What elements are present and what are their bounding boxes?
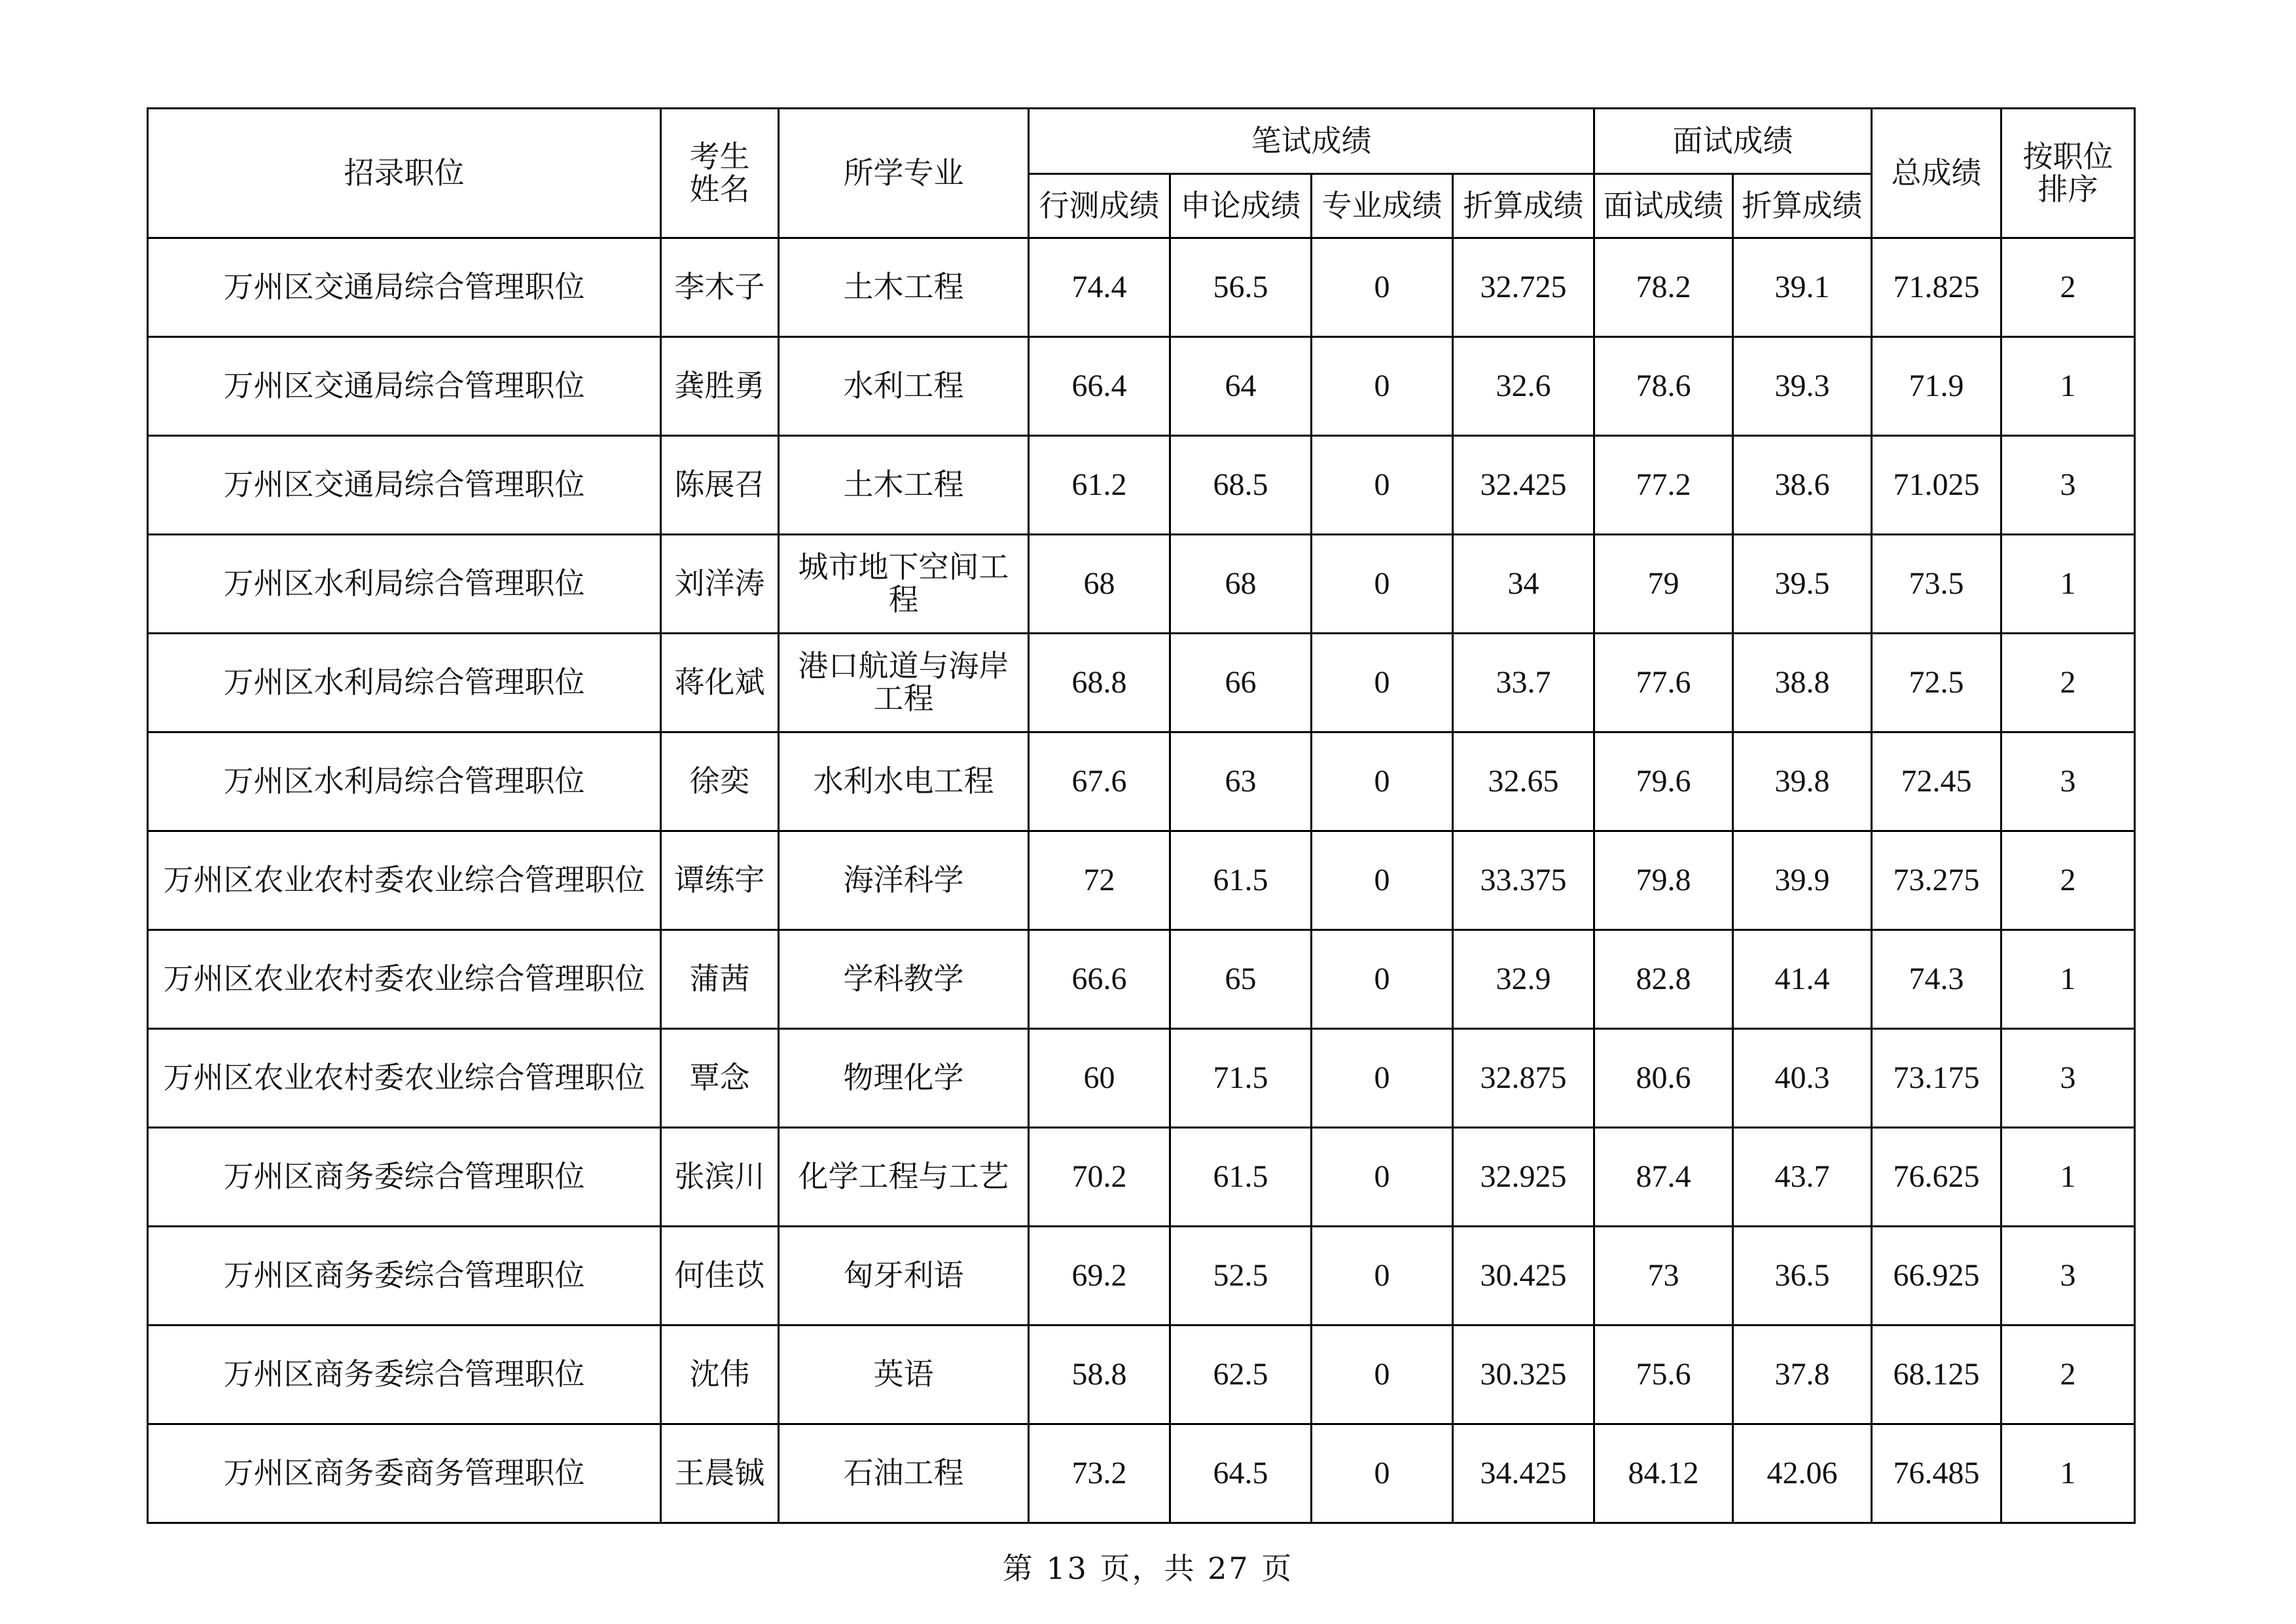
cell-major: 土木工程: [779, 238, 1029, 337]
table-row: [148, 930, 2135, 1029]
cell-shenlun: 62.5: [1170, 1326, 1312, 1424]
cell-zhuanye: 0: [1312, 1326, 1453, 1424]
cell-zhuanye: 0: [1312, 1029, 1453, 1128]
cell-interview-conv: 39.8: [1733, 732, 1872, 831]
cell-major: 城市地下空间工程: [779, 535, 1029, 634]
cell-xingce: 61.2: [1029, 436, 1170, 535]
page-number: 第 13 页，共 27 页: [1002, 1551, 1294, 1586]
cell-major: 匈牙利语: [779, 1227, 1029, 1326]
cell-xingce: 72: [1029, 831, 1170, 930]
cell-rank: 1: [2001, 337, 2135, 436]
cell-xingce: 74.4: [1029, 238, 1170, 337]
cell-position: 万州区农业农村委农业综合管理职位: [148, 930, 661, 1029]
cell-position: 万州区商务委综合管理职位: [148, 1227, 661, 1326]
cell-interview: 78.6: [1594, 337, 1733, 436]
cell-position: 万州区商务委商务管理职位: [148, 1424, 661, 1523]
cell-name: 覃念: [661, 1029, 779, 1128]
cell-rank: 3: [2001, 732, 2135, 831]
header-rank: 按职位排序: [2001, 109, 2135, 238]
cell-written-conv: 32.925: [1453, 1128, 1594, 1227]
table-row: [148, 634, 2135, 732]
cell-zhuanye: 0: [1312, 634, 1453, 732]
cell-interview: 77.2: [1594, 436, 1733, 535]
cell-rank: 3: [2001, 436, 2135, 535]
cell-total: 71.9: [1872, 337, 2001, 436]
cell-name: 蒋化斌: [661, 634, 779, 732]
header-xingce: 行测成绩: [1029, 174, 1170, 238]
cell-xingce: 58.8: [1029, 1326, 1170, 1424]
cell-shenlun: 65: [1170, 930, 1312, 1029]
cell-written-conv: 33.375: [1453, 831, 1594, 930]
cell-major: 化学工程与工艺: [779, 1128, 1029, 1227]
cell-written-conv: 30.325: [1453, 1326, 1594, 1424]
header-shenlun: 申论成绩: [1170, 174, 1312, 238]
cell-total: 66.925: [1872, 1227, 2001, 1326]
cell-interview: 78.2: [1594, 238, 1733, 337]
cell-total: 73.5: [1872, 535, 2001, 634]
cell-written-conv: 33.7: [1453, 634, 1594, 732]
cell-interview: 75.6: [1594, 1326, 1733, 1424]
cell-zhuanye: 0: [1312, 1227, 1453, 1326]
cell-shenlun: 52.5: [1170, 1227, 1312, 1326]
cell-rank: 1: [2001, 1424, 2135, 1523]
cell-rank: 2: [2001, 634, 2135, 732]
table-row: [148, 1424, 2135, 1523]
cell-total: 71.825: [1872, 238, 2001, 337]
cell-interview: 79: [1594, 535, 1733, 634]
cell-total: 71.025: [1872, 436, 2001, 535]
cell-interview: 87.4: [1594, 1128, 1733, 1227]
table-row: [148, 732, 2135, 831]
cell-interview-conv: 39.9: [1733, 831, 1872, 930]
table-row: [148, 1128, 2135, 1227]
cell-zhuanye: 0: [1312, 337, 1453, 436]
cell-total: 73.275: [1872, 831, 2001, 930]
cell-rank: 1: [2001, 535, 2135, 634]
cell-position: 万州区水利局综合管理职位: [148, 535, 661, 634]
header-zhuanye: 专业成绩: [1312, 174, 1453, 238]
table-row: [148, 1029, 2135, 1128]
cell-interview-conv: 42.06: [1733, 1424, 1872, 1523]
cell-major: 英语: [779, 1326, 1029, 1424]
header-row-top: [148, 109, 2135, 174]
cell-name: 张滨川: [661, 1128, 779, 1227]
cell-written-conv: 34: [1453, 535, 1594, 634]
cell-zhuanye: 0: [1312, 1424, 1453, 1523]
cell-written-conv: 32.425: [1453, 436, 1594, 535]
cell-major: 水利工程: [779, 337, 1029, 436]
cell-name: 沈伟: [661, 1326, 779, 1424]
cell-interview-conv: 39.1: [1733, 238, 1872, 337]
cell-xingce: 70.2: [1029, 1128, 1170, 1227]
cell-shenlun: 68: [1170, 535, 1312, 634]
cell-zhuanye: 0: [1312, 238, 1453, 337]
cell-shenlun: 68.5: [1170, 436, 1312, 535]
header-total: 总成绩: [1872, 109, 2001, 238]
cell-major: 学科教学: [779, 930, 1029, 1029]
cell-rank: 3: [2001, 1029, 2135, 1128]
cell-interview-conv: 36.5: [1733, 1227, 1872, 1326]
cell-position: 万州区商务委综合管理职位: [148, 1326, 661, 1424]
cell-interview: 80.6: [1594, 1029, 1733, 1128]
cell-shenlun: 64: [1170, 337, 1312, 436]
table-row: [148, 337, 2135, 436]
cell-name: 刘洋涛: [661, 535, 779, 634]
cell-rank: 2: [2001, 238, 2135, 337]
cell-major: 土木工程: [779, 436, 1029, 535]
header-major: 所学专业: [779, 109, 1029, 238]
cell-written-conv: 30.425: [1453, 1227, 1594, 1326]
cell-interview-conv: 40.3: [1733, 1029, 1872, 1128]
cell-zhuanye: 0: [1312, 930, 1453, 1029]
cell-shenlun: 56.5: [1170, 238, 1312, 337]
cell-name: 王晨铖: [661, 1424, 779, 1523]
header-position: 招录职位: [148, 109, 661, 238]
cell-rank: 1: [2001, 1128, 2135, 1227]
cell-interview: 79.6: [1594, 732, 1733, 831]
table-row: [148, 1227, 2135, 1326]
header-interview-conv: 折算成绩: [1733, 174, 1872, 238]
score-table: [147, 107, 2136, 1524]
cell-name: 龚胜勇: [661, 337, 779, 436]
cell-interview: 73: [1594, 1227, 1733, 1326]
cell-interview-conv: 38.8: [1733, 634, 1872, 732]
cell-position: 万州区水利局综合管理职位: [148, 634, 661, 732]
cell-interview: 77.6: [1594, 634, 1733, 732]
cell-total: 76.485: [1872, 1424, 2001, 1523]
cell-major: 石油工程: [779, 1424, 1029, 1523]
cell-zhuanye: 0: [1312, 732, 1453, 831]
cell-xingce: 73.2: [1029, 1424, 1170, 1523]
cell-position: 万州区水利局综合管理职位: [148, 732, 661, 831]
cell-written-conv: 32.6: [1453, 337, 1594, 436]
cell-interview-conv: 39.3: [1733, 337, 1872, 436]
cell-major: 水利水电工程: [779, 732, 1029, 831]
header-interview-group: 面试成绩: [1594, 109, 1872, 174]
cell-xingce: 66.6: [1029, 930, 1170, 1029]
table-header: [148, 109, 2135, 238]
table-row: [148, 238, 2135, 337]
cell-position: 万州区交通局综合管理职位: [148, 238, 661, 337]
cell-xingce: 67.6: [1029, 732, 1170, 831]
cell-interview-conv: 39.5: [1733, 535, 1872, 634]
cell-shenlun: 61.5: [1170, 1128, 1312, 1227]
cell-written-conv: 32.725: [1453, 238, 1594, 337]
cell-name: 蒲茜: [661, 930, 779, 1029]
header-written-conv: 折算成绩: [1453, 174, 1594, 238]
cell-position: 万州区商务委综合管理职位: [148, 1128, 661, 1227]
cell-interview: 84.12: [1594, 1424, 1733, 1523]
cell-position: 万州区交通局综合管理职位: [148, 436, 661, 535]
cell-shenlun: 61.5: [1170, 831, 1312, 930]
cell-major: 海洋科学: [779, 831, 1029, 930]
cell-xingce: 60: [1029, 1029, 1170, 1128]
cell-interview-conv: 43.7: [1733, 1128, 1872, 1227]
table-row: [148, 1326, 2135, 1424]
cell-rank: 3: [2001, 1227, 2135, 1326]
cell-zhuanye: 0: [1312, 436, 1453, 535]
cell-xingce: 68: [1029, 535, 1170, 634]
header-name: 考生姓名: [661, 109, 779, 238]
cell-shenlun: 66: [1170, 634, 1312, 732]
cell-shenlun: 64.5: [1170, 1424, 1312, 1523]
cell-rank: 1: [2001, 930, 2135, 1029]
cell-xingce: 66.4: [1029, 337, 1170, 436]
cell-interview-conv: 37.8: [1733, 1326, 1872, 1424]
cell-position: 万州区农业农村委农业综合管理职位: [148, 1029, 661, 1128]
cell-interview-conv: 41.4: [1733, 930, 1872, 1029]
cell-written-conv: 32.65: [1453, 732, 1594, 831]
cell-total: 73.175: [1872, 1029, 2001, 1128]
cell-total: 68.125: [1872, 1326, 2001, 1424]
cell-zhuanye: 0: [1312, 535, 1453, 634]
cell-name: 谭练宇: [661, 831, 779, 930]
cell-xingce: 69.2: [1029, 1227, 1170, 1326]
cell-xingce: 68.8: [1029, 634, 1170, 732]
cell-total: 76.625: [1872, 1128, 2001, 1227]
cell-written-conv: 34.425: [1453, 1424, 1594, 1523]
header-written-group: 笔试成绩: [1029, 109, 1594, 174]
table-row: [148, 535, 2135, 634]
cell-zhuanye: 0: [1312, 1128, 1453, 1227]
cell-written-conv: 32.9: [1453, 930, 1594, 1029]
cell-name: 徐奕: [661, 732, 779, 831]
cell-total: 72.45: [1872, 732, 2001, 831]
cell-shenlun: 71.5: [1170, 1029, 1312, 1128]
cell-rank: 2: [2001, 1326, 2135, 1424]
cell-position: 万州区交通局综合管理职位: [148, 337, 661, 436]
cell-interview-conv: 38.6: [1733, 436, 1872, 535]
cell-interview: 79.8: [1594, 831, 1733, 930]
cell-name: 何佳苡: [661, 1227, 779, 1326]
cell-total: 72.5: [1872, 634, 2001, 732]
table-row: [148, 436, 2135, 535]
cell-position: 万州区农业农村委农业综合管理职位: [148, 831, 661, 930]
cell-shenlun: 63: [1170, 732, 1312, 831]
cell-interview: 82.8: [1594, 930, 1733, 1029]
table-row: [148, 831, 2135, 930]
cell-major: 港口航道与海岸工程: [779, 634, 1029, 732]
cell-zhuanye: 0: [1312, 831, 1453, 930]
table-body: [148, 238, 2135, 1523]
cell-name: 陈展召: [661, 436, 779, 535]
cell-major: 物理化学: [779, 1029, 1029, 1128]
cell-written-conv: 32.875: [1453, 1029, 1594, 1128]
cell-name: 李木子: [661, 238, 779, 337]
header-interview: 面试成绩: [1594, 174, 1733, 238]
cell-total: 74.3: [1872, 930, 2001, 1029]
cell-rank: 2: [2001, 831, 2135, 930]
